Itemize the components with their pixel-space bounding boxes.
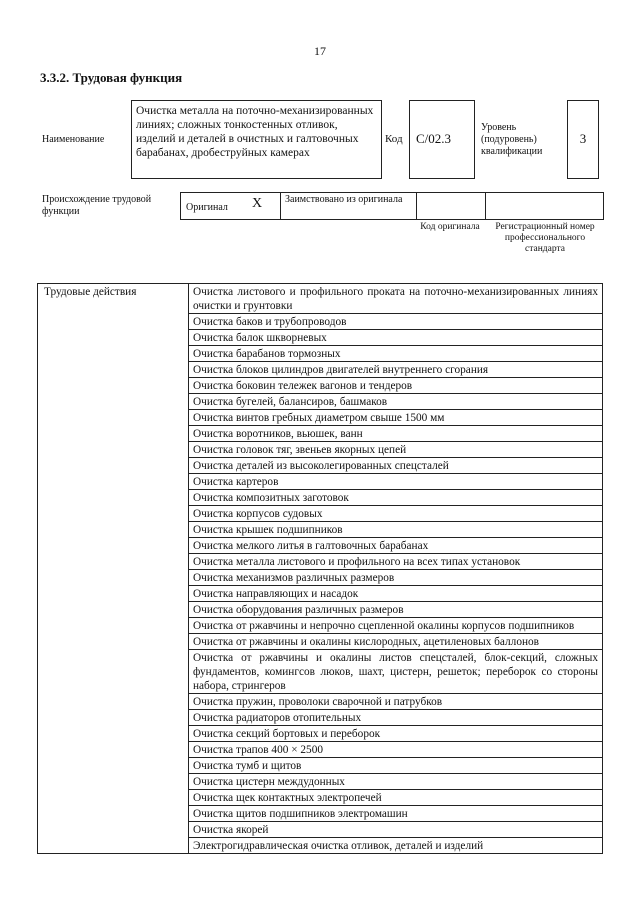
labor-action-item: Очистка тумб и щитов	[189, 758, 603, 774]
code-label: Код	[385, 133, 403, 145]
original-label: Оригинал	[186, 202, 228, 213]
labor-actions-label: Трудовые действия	[38, 284, 189, 854]
labor-action-item: Очистка от ржавчины и непрочно сцепленной окалины корпусов подшипников	[189, 618, 603, 634]
labor-action-item: Очистка головок тяг, звеньев якорных цепей	[189, 442, 603, 458]
origin-label: Происхождение трудовой функции	[42, 194, 152, 217]
labor-action-item: Очистка барабанов тормозных	[189, 346, 603, 362]
function-name-box	[131, 100, 382, 179]
labor-action-item: Очистка трапов 400 × 2500	[189, 742, 603, 758]
labor-action-item: Очистка секций бортовых и переборок	[189, 726, 603, 742]
labor-action-item: Очистка радиаторов отопительных	[189, 710, 603, 726]
labor-action-item: Очистка механизмов различных размеров	[189, 570, 603, 586]
labor-action-item: Очистка балок шкворневых	[189, 330, 603, 346]
labor-action-item: Очистка боковин тележек вагонов и тендеров	[189, 378, 603, 394]
level-box	[567, 100, 599, 179]
level-value: 3	[579, 131, 587, 146]
labor-action-item: Очистка щек контактных электропечей	[189, 790, 603, 806]
labor-action-item: Очистка якорей	[189, 822, 603, 838]
name-label: Наименование	[42, 134, 105, 145]
code-box	[409, 100, 475, 179]
labor-action-item: Очистка от ржавчины и окалины кислородных, ацетиленовых баллонов	[189, 634, 603, 650]
labor-actions-table	[37, 283, 603, 854]
labor-action-item: Очистка бугелей, балансиров, башмаков	[189, 394, 603, 410]
labor-action-item: Очистка цистерн междудонных	[189, 774, 603, 790]
labor-action-item: Очистка листового и профильного проката на поточно-механизированных линиях очистки и грунтовки	[189, 284, 603, 314]
labor-action-item: Очистка оборудования различных размеров	[189, 602, 603, 618]
original-mark: X	[251, 196, 263, 211]
code-value: C/02.3	[416, 131, 452, 146]
reg-number-caption: Регистрационный номер профессионального стандарта	[495, 222, 595, 254]
function-name-value: Очистка металла на поточно-механизированных линиях; сложных тонкостенных отливок, изделий и деталей в очистных и галтовочных барабанах, дробеструйных камерах	[136, 105, 374, 159]
labor-action-item: Очистка деталей из высоколегированных спецсталей	[189, 458, 603, 474]
labor-action-item: Очистка мелкого литья в галтовочных барабанах	[189, 538, 603, 554]
page-number: 17	[314, 44, 326, 58]
labor-action-item: Очистка корпусов судовых	[189, 506, 603, 522]
labor-action-item: Очистка щитов подшипников электромашин	[189, 806, 603, 822]
code-original-cell	[416, 193, 485, 219]
section-title: 3.3.2. Трудовая функция	[40, 70, 183, 85]
labor-action-item: Очистка композитных заготовок	[189, 490, 603, 506]
labor-action-item: Очистка воротников, вьюшек, ванн	[189, 426, 603, 442]
labor-action-item: Очистка от ржавчины и окалины листов спецсталей, блок-секций, сложных фундаментов, комингсов люков, шахт, цистерн, решеток; переборок со стороны набора, стрингеров	[189, 650, 603, 694]
borrowed-label: Заимствовано из оригинала	[280, 193, 416, 219]
labor-action-item: Очистка пружин, проволоки сварочной и патрубков	[189, 694, 603, 710]
labor-action-item: Очистка металла листового и профильного на всех типах установок	[189, 554, 603, 570]
labor-action-item: Очистка направляющих и насадок	[189, 586, 603, 602]
labor-action-item: Электрогидравлическая очистка отливок, деталей и изделий	[189, 838, 603, 854]
reg-number-cell	[485, 193, 603, 219]
labor-action-item: Очистка винтов гребных диаметром свыше 1500 мм	[189, 410, 603, 426]
labor-action-item: Очистка баков и трубопроводов	[189, 314, 603, 330]
origin-table	[180, 192, 604, 220]
labor-action-item: Очистка картеров	[189, 474, 603, 490]
code-original-caption: Код оригинала	[420, 222, 480, 232]
level-label: Уровень (подуровень) квалификации	[481, 122, 543, 157]
table-row	[38, 284, 603, 314]
labor-action-item: Очистка блоков цилиндров двигателей внутреннего сгорания	[189, 362, 603, 378]
labor-action-item: Очистка крышек подшипников	[189, 522, 603, 538]
